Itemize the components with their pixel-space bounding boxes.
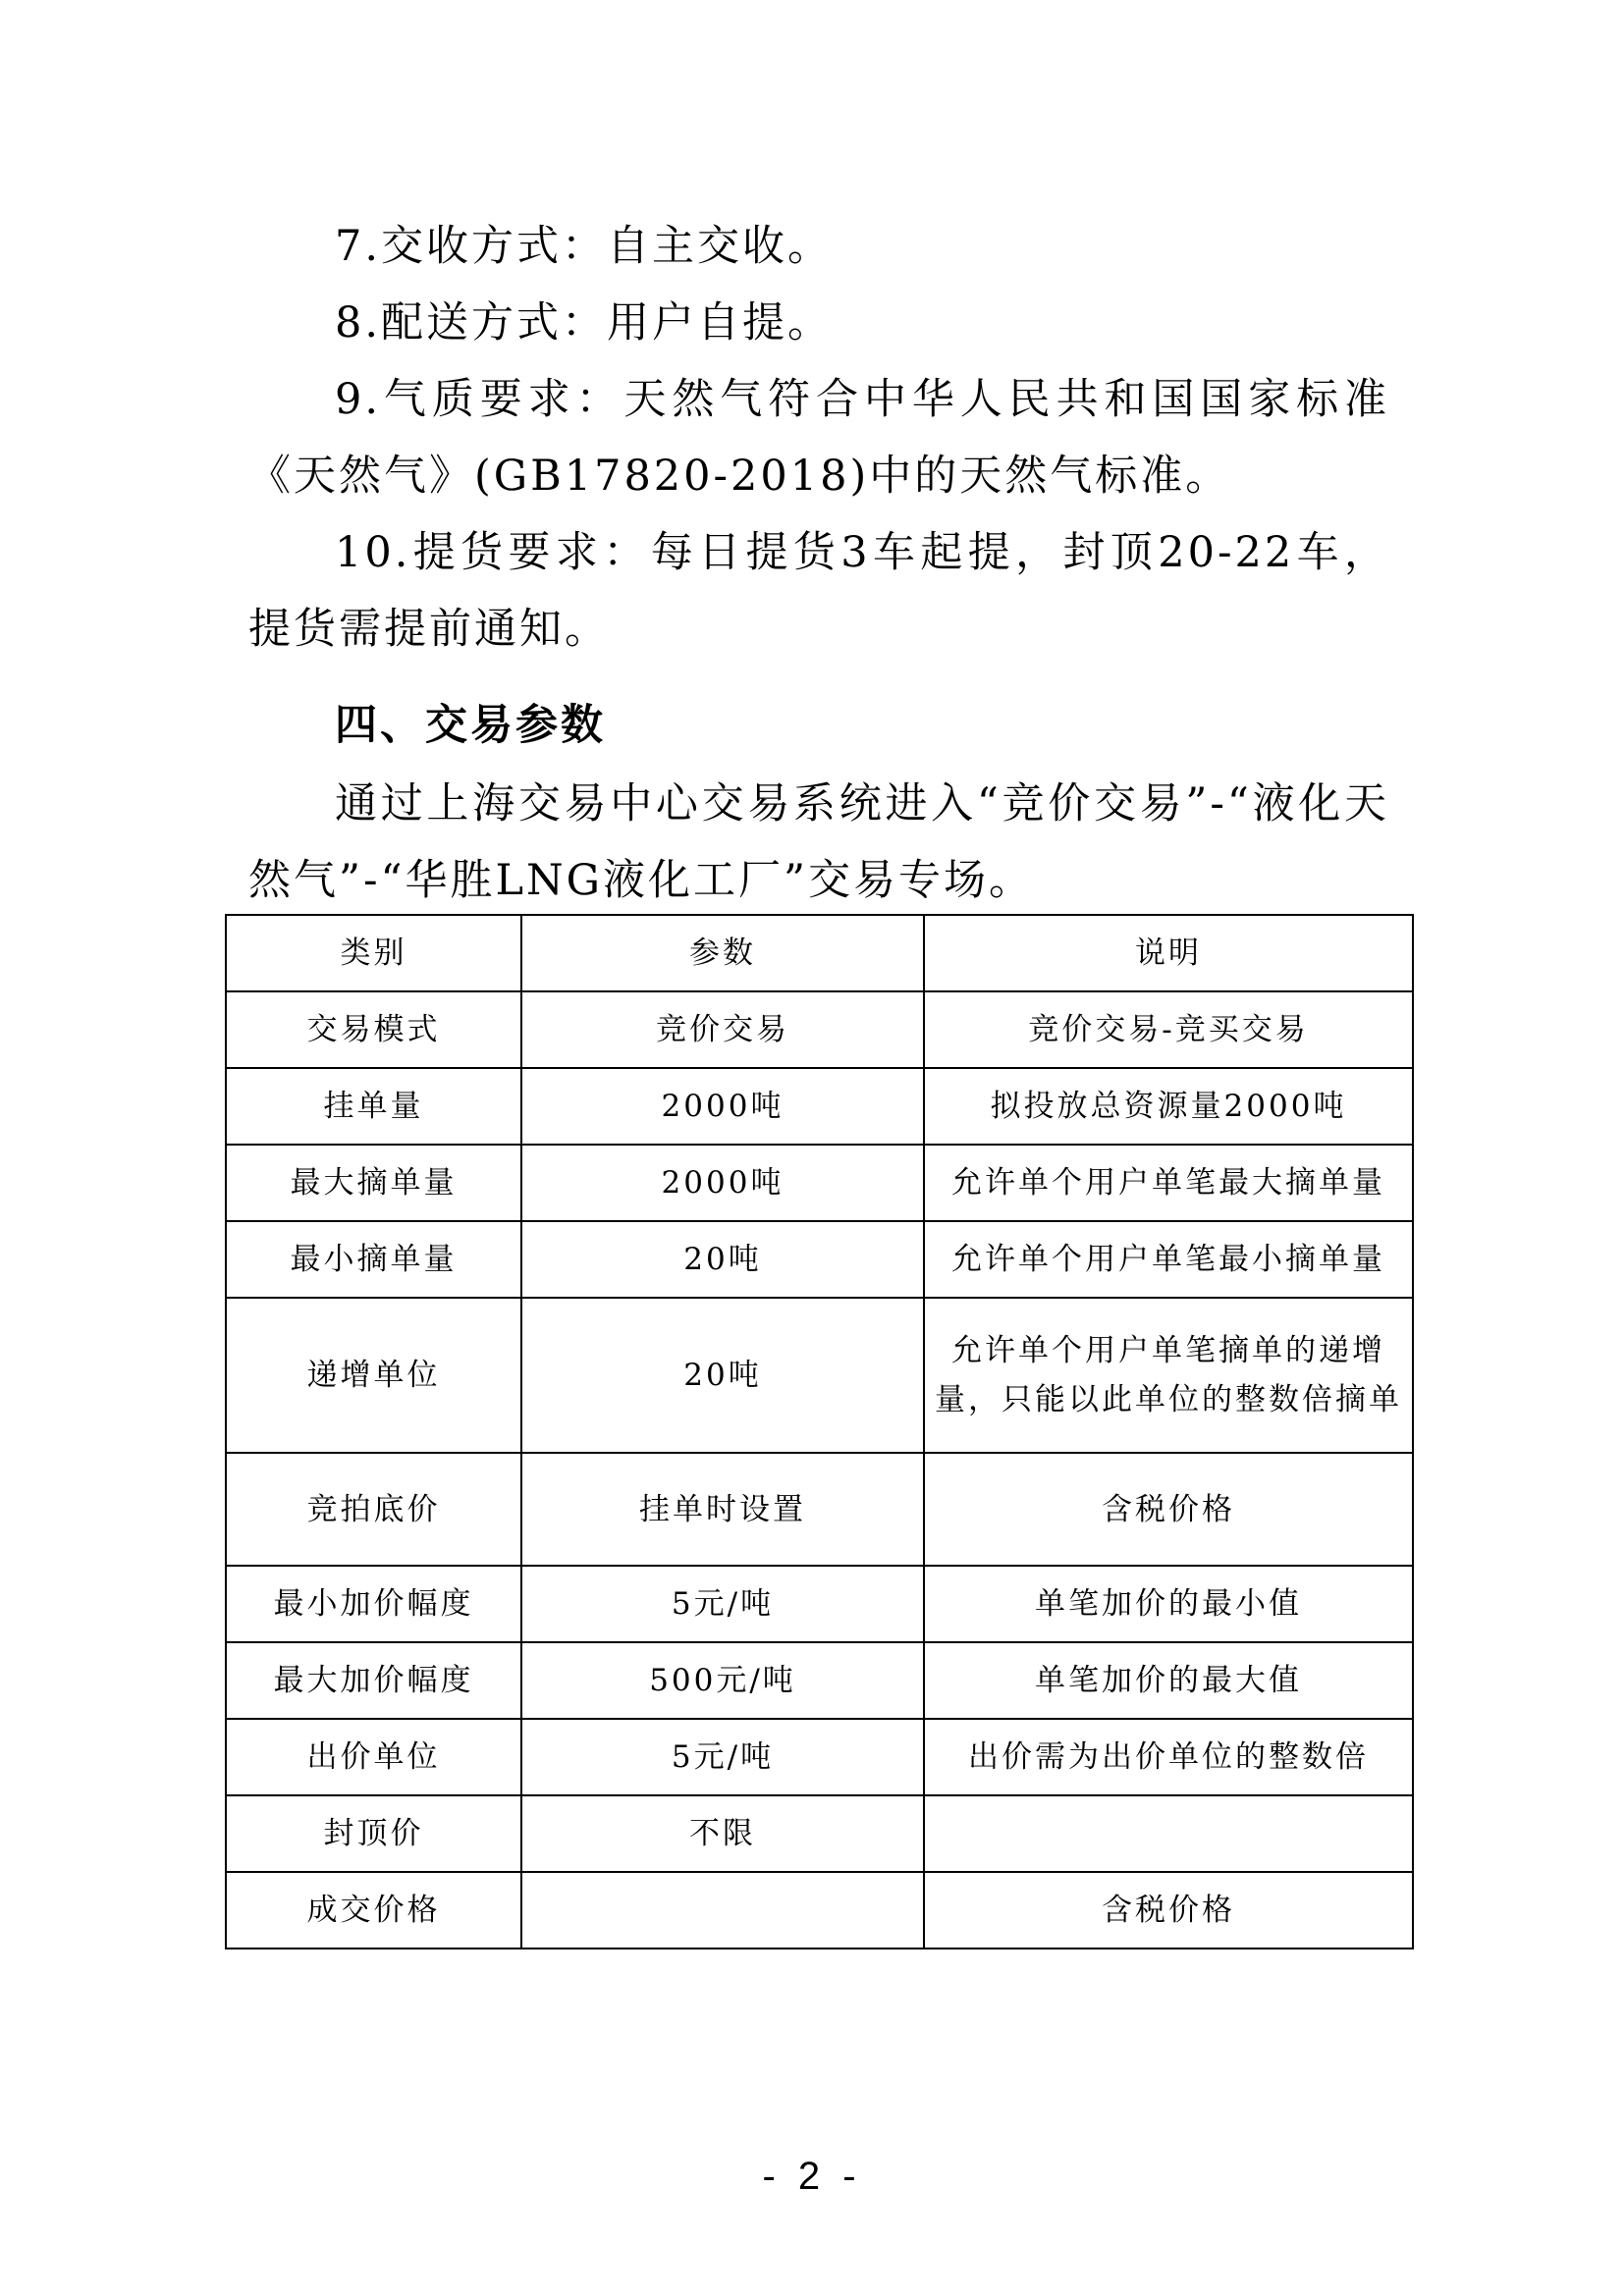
page-number: - 2 - (762, 2155, 862, 2198)
trading-parameters-table (225, 914, 1414, 1949)
table-cell: 允许单个用户单笔最小摘单量 (924, 1221, 1413, 1298)
table-cell: 最小摘单量 (226, 1221, 521, 1298)
table-cell: 封顶价 (226, 1795, 521, 1872)
table-row (226, 1298, 1413, 1453)
item-gas-quality: 9.气质要求：天然气符合中华人民共和国国家标准《天然气》(GB17820-2018)中的天然气标准。 (248, 375, 1389, 501)
table-cell (924, 1795, 1413, 1872)
table-row (226, 991, 1413, 1068)
table-cell: 竞拍底价 (226, 1453, 521, 1566)
table-cell: 5元/吨 (521, 1566, 924, 1642)
table-row (226, 1795, 1413, 1872)
header-cell-description: 说明 (924, 915, 1413, 991)
table-cell: 竞价交易 (521, 991, 924, 1068)
item-distribution-method: 8.配送方式：用户自提。 (335, 298, 834, 347)
table-row (226, 1872, 1413, 1949)
table-cell: 不限 (521, 1795, 924, 1872)
table-cell: 成交价格 (226, 1872, 521, 1949)
header-cell-parameter: 参数 (521, 915, 924, 991)
table-cell: 最大加价幅度 (226, 1642, 521, 1719)
table-cell: 允许单个用户单笔最大摘单量 (924, 1145, 1413, 1221)
table-cell: 2000吨 (521, 1145, 924, 1221)
table-cell: 挂单量 (226, 1068, 521, 1145)
table-cell: 出价需为出价单位的整数倍 (924, 1719, 1413, 1795)
table-row (226, 1719, 1413, 1795)
table-cell: 最小加价幅度 (226, 1566, 521, 1642)
table-cell: 20吨 (521, 1221, 924, 1298)
table-cell: 含税价格 (924, 1872, 1413, 1949)
item-pickup-requirements: 10.提货要求：每日提货3车起提，封顶20-22车，提货需提前通知。 (248, 528, 1389, 654)
table-cell: 挂单时设置 (521, 1453, 924, 1566)
table-cell: 交易模式 (226, 991, 521, 1068)
table-row (226, 1068, 1413, 1145)
table-cell (521, 1872, 924, 1949)
table-cell: 单笔加价的最大值 (924, 1642, 1413, 1719)
table-row (226, 1145, 1413, 1221)
table-row (226, 1221, 1413, 1298)
section-intro: 通过上海交易中心交易系统进入“竞价交易”-“液化天然气”-“华胜LNG液化工厂”交易专场。 (248, 779, 1389, 905)
table-row (226, 1453, 1413, 1566)
table-header-row (226, 915, 1413, 991)
table-cell: 最大摘单量 (226, 1145, 521, 1221)
table-cell: 20吨 (521, 1298, 924, 1453)
item-delivery-method: 7.交收方式：自主交收。 (335, 222, 834, 271)
table-cell: 递增单位 (226, 1298, 521, 1453)
header-cell-category: 类别 (226, 915, 521, 991)
table-row (226, 1642, 1413, 1719)
table-cell: 出价单位 (226, 1719, 521, 1795)
table-row (226, 1566, 1413, 1642)
table-cell: 2000吨 (521, 1068, 924, 1145)
table-cell: 允许单个用户单笔摘单的递增量，只能以此单位的整数倍摘单 (924, 1298, 1413, 1453)
table-cell: 含税价格 (924, 1453, 1413, 1566)
table-cell: 500元/吨 (521, 1642, 924, 1719)
table-cell: 竞价交易-竞买交易 (924, 991, 1413, 1068)
section-heading: 四、交易参数 (335, 701, 606, 750)
table-cell: 拟投放总资源量2000吨 (924, 1068, 1413, 1145)
table-cell: 单笔加价的最小值 (924, 1566, 1413, 1642)
table-cell: 5元/吨 (521, 1719, 924, 1795)
